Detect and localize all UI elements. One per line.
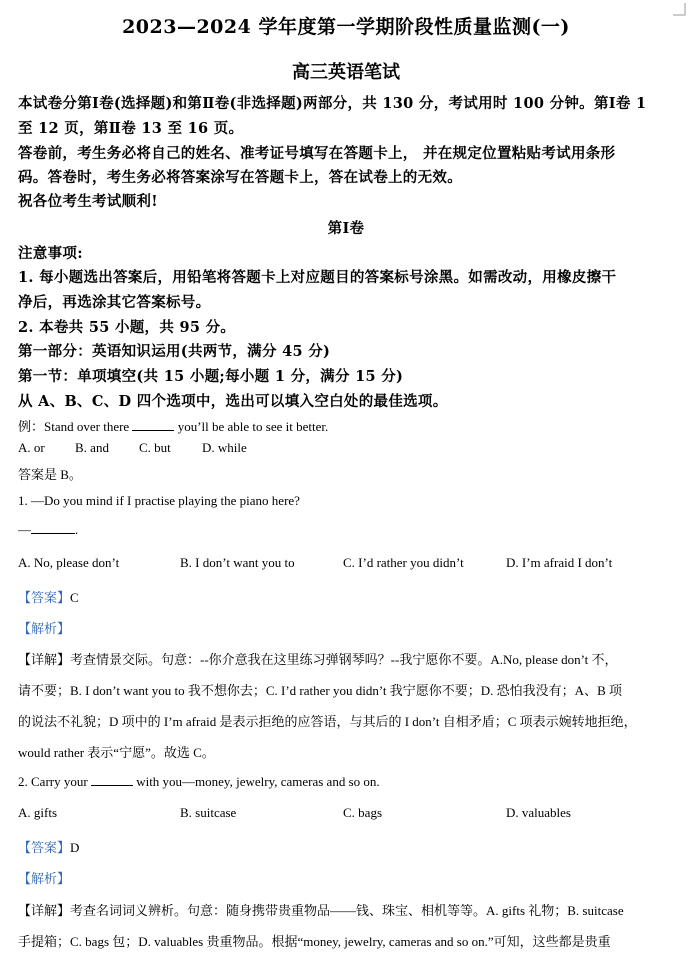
detail-tag: 【详解】 xyxy=(18,652,71,667)
q2-detail-text: 考查名词词义辨析。句意：随身携带贵重物品——钱、珠宝、相机等等。A. gifts 礼物；B. suitcase xyxy=(70,903,624,918)
q1-detail-line-1 xyxy=(18,649,618,668)
q1-analysis-tag: 【解析】 xyxy=(18,621,71,636)
q1-detail-line-2: 请不要；B. I don’t want you to 我不想你去；C. I’d rather you didn’t 我宁愿你不要；D. 恐怕我没有；A、B 项 xyxy=(18,683,622,698)
q1-detail-line-4: would rather 表示“宁愿”。故选 C。 xyxy=(18,745,215,760)
notice-1-line-1: 1. 每小题选出答案后，用铅笔将答题卡上对应题目的答案标号涂黑。如需改动，用橡皮擦干 xyxy=(18,269,617,286)
notice-heading: 注意事项: xyxy=(18,245,83,262)
example-option-a: A. or xyxy=(18,440,45,455)
q1-option-b: B. I don’t want you to xyxy=(180,555,295,570)
q1-reply xyxy=(18,522,78,538)
instruction: 从 A、B、C、D 四个选项中，选出可以填入空白处的最佳选项。 xyxy=(18,393,448,410)
q1-option-d: D. I’m afraid I don’t xyxy=(506,555,613,570)
q1-answer xyxy=(18,587,79,606)
q1-reply-dash: — xyxy=(18,522,31,537)
part-heading: 第一部分：英语知识运用(共两节，满分 45 分) xyxy=(18,343,331,360)
q1-option-c: C. I’d rather you didn’t xyxy=(343,555,464,570)
q2-stem xyxy=(18,774,380,790)
q2-stem-prefix: 2. Carry your xyxy=(18,774,91,789)
intro-line-2: 至 12 页，第Ⅱ卷 13 至 16 页。 xyxy=(18,120,244,137)
q1-option-a: A. No, please don’t xyxy=(18,555,120,570)
example-prefix: 例：Stand over there xyxy=(18,419,133,434)
intro-line-3: 答卷前，考生务必将自己的姓名、准考证号填写在答题卡上， 并在规定位置粘贴考试用条形 xyxy=(18,145,616,162)
q2-answer-value: D xyxy=(70,840,80,855)
q1-answer-value: C xyxy=(70,590,79,605)
example-answer: 答案是 B。 xyxy=(18,467,82,482)
q1-stem: 1. —Do you mind if I practise playing the piano here? xyxy=(18,493,300,508)
intro-line-5: 祝各位考生考试顺利! xyxy=(18,193,158,210)
q1-detail-line-3: 的说法不礼貌；D 项中的 I’m afraid 是表示拒绝的应答语，与其后的 I don’t 自相矛盾；C 项表示婉转地拒绝， xyxy=(18,714,637,729)
answer-blank xyxy=(132,429,174,431)
example-suffix: you’ll be able to see it better. xyxy=(174,419,329,434)
q2-option-b: B. suitcase xyxy=(180,805,237,820)
q2-detail-line-2: 手提箱；C. bags 包；D. valuables 贵重物品。根据“money, jewelry, cameras and so on.”可知，这些都是贵重 xyxy=(18,934,611,949)
q2-stem-suffix: with you—money, jewelry, cameras and so on. xyxy=(132,774,380,789)
q1-detail-text: 考查情景交际。句意：--你介意我在这里练习弹钢琴吗？--我宁愿你不要。A.No, please don’t 不， xyxy=(70,652,618,667)
example-question xyxy=(18,416,328,435)
answer-tag: 【答案】 xyxy=(18,840,71,855)
example-option-d: D. while xyxy=(202,440,247,455)
q2-option-c: C. bags xyxy=(343,805,382,820)
section-heading: 第一节：单项填空(共 15 小题;每小题 1 分，满分 15 分) xyxy=(18,368,404,385)
q2-answer xyxy=(18,837,79,856)
section-title: 第Ⅰ卷 xyxy=(327,220,365,237)
answer-tag: 【答案】 xyxy=(18,590,71,605)
answer-blank xyxy=(31,532,75,534)
q1-reply-end: . xyxy=(75,522,79,537)
intro-line-1: 本试卷分第Ⅰ卷(选择题)和第Ⅱ卷(非选择题)两部分，共 130 分，考试用时 100 分钟。第Ⅰ卷 1 xyxy=(18,95,647,112)
q2-analysis-tag: 【解析】 xyxy=(18,871,71,886)
q2-option-d: D. valuables xyxy=(506,805,571,820)
exam-title: 2023—2024 学年度第一学期阶段性质量监测(一) xyxy=(122,16,570,38)
intro-line-4: 码。答卷时，考生务必将答案涂写在答题卡上，答在试卷上的无效。 xyxy=(18,169,462,186)
example-option-b: B. and xyxy=(75,440,109,455)
q2-detail-line-1 xyxy=(18,900,624,919)
q2-option-a: A. gifts xyxy=(18,805,57,820)
answer-blank xyxy=(91,784,133,786)
detail-tag: 【详解】 xyxy=(18,903,71,918)
notice-1-line-2: 净后，再选涂其它答案标号。 xyxy=(18,294,211,311)
example-option-c: C. but xyxy=(139,440,171,455)
exam-subtitle: 高三英语笔试 xyxy=(292,62,400,83)
notice-2: 2. 本卷共 55 小题，共 95 分。 xyxy=(18,319,236,336)
